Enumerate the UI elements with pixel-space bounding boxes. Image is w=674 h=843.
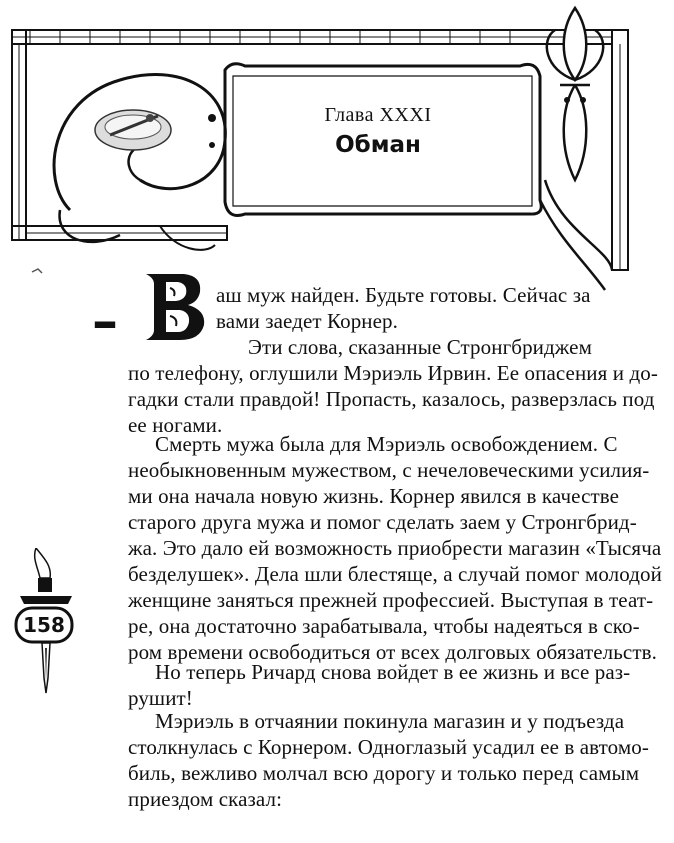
text-line: ми она начала новую жизнь. Корнер явился в качестве	[128, 484, 620, 508]
text-line: ре, она достаточно зарабатывала, чтобы надеяться в ско-	[128, 614, 640, 638]
text-line: по телефону, оглушили Мэриэль Ирвин. Ее опасения и до-	[128, 361, 658, 385]
page-number: 158	[23, 613, 65, 637]
text-line: старого друга мужа и помог сделать заем у Стронгбрид-	[128, 510, 637, 534]
text-line: Но теперь Ричард снова войдет в ее жизнь и все раз-	[155, 660, 631, 684]
text-line: приездом сказал:	[128, 787, 283, 811]
text-line: Смерть мужа была для Мэриэль освобождением. С	[155, 432, 618, 456]
chapter-label: Глава XXXI	[324, 104, 432, 126]
text-line: необыкновенным мужеством, с нечеловеческими усилия-	[128, 458, 650, 482]
text-line: ром времени освободиться от всех долговых обязательств.	[128, 640, 657, 664]
text-line: женщине заняться прежней профессией. Выступая в теат-	[128, 588, 654, 612]
text-line: безделушек». Дела шли блестяще, а случай помог молодой	[128, 562, 662, 586]
text-line: ее ногами.	[128, 413, 223, 437]
text-line: биль, вежливо молчал всю дорогу и только перед самым	[128, 761, 640, 785]
text-line: Эти слова, сказанные Стронгбриджем	[248, 335, 592, 359]
text-line: столкнулась с Корнером. Одноглазый усадил ее в автомо-	[128, 735, 649, 759]
chapter-title: Обман	[335, 132, 421, 158]
text-line: гадки стали правдой! Пропасть, казалось, разверзлась под	[128, 387, 655, 411]
text-line: аш муж найден. Будьте готовы. Сейчас за	[216, 283, 591, 307]
text-line: жа. Это дало ей возможность приобрести магазин «Тысяча	[128, 536, 662, 560]
text-line: рушит!	[128, 686, 193, 710]
text-line: вами заедет Корнер.	[216, 309, 398, 333]
dialogue-dash: –	[92, 292, 118, 352]
text-line: Мэриэль в отчаянии покинула магазин и у подъезда	[155, 709, 625, 733]
